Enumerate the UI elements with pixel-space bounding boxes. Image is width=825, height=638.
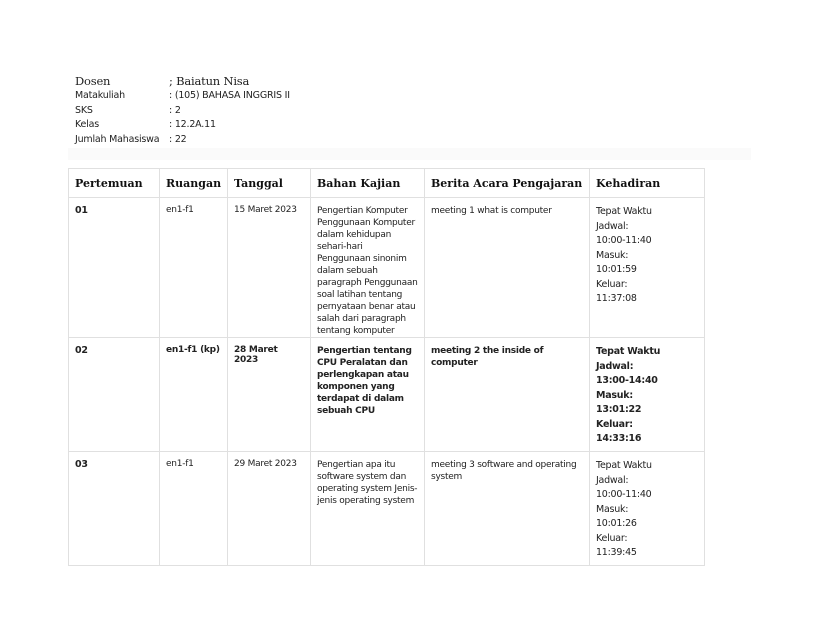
cell-ruangan: en1-f1: [160, 452, 228, 566]
cell-tanggal: 15 Maret 2023: [228, 198, 311, 338]
cell-kehadiran: [590, 338, 705, 452]
status-text: Tepat Waktu: [596, 206, 652, 217]
keluar-label: Keluar:: [596, 418, 633, 430]
table-header-row: [69, 169, 705, 198]
keluar-label: Keluar:: [596, 278, 628, 290]
masuk-value: 13:01:22: [596, 404, 642, 415]
info-label: Matakuliah: [75, 90, 125, 101]
cell-tanggal: 28 Maret 2023: [228, 338, 311, 452]
info-value: : 12.2A.11: [169, 119, 216, 130]
masuk-label: Masuk:: [596, 503, 629, 515]
cell-pertemuan: 03: [69, 452, 160, 566]
cell-kehadiran: [590, 452, 705, 566]
column-header-tanggal: Tanggal: [228, 169, 311, 198]
info-label: Jumlah Mahasiswa: [75, 133, 160, 145]
jadwal-label: Jadwal:: [596, 220, 629, 232]
info-value: ; Baiatun Nisa: [169, 74, 250, 88]
info-value: : (105) BAHASA INGGRIS II: [169, 90, 290, 101]
info-row-jumlah-mahasiswa: [75, 134, 290, 149]
cell-berita-acara: meeting 1 what is computer: [425, 198, 590, 338]
info-row-dosen: [75, 74, 290, 90]
keluar-value: 14:33:16: [596, 433, 642, 444]
column-header-ruangan: Ruangan: [160, 169, 228, 198]
info-label: Kelas: [75, 119, 100, 130]
cell-pertemuan: 01: [69, 198, 160, 338]
jadwal-value: 10:00-11:40: [596, 235, 652, 246]
cell-ruangan: en1-f1: [160, 198, 228, 338]
info-row-matakuliah: [75, 90, 290, 105]
table-row: [69, 452, 705, 566]
attendance-table: [68, 168, 705, 566]
jadwal-label: Jadwal:: [596, 360, 634, 372]
table-row: [69, 198, 705, 338]
info-value: : 22: [169, 133, 187, 145]
info-value: : 2: [169, 104, 181, 116]
section-divider: [68, 148, 751, 160]
info-label: Dosen: [75, 74, 111, 88]
cell-berita-acara: meeting 2 the inside of computer: [425, 338, 590, 452]
jadwal-label: Jadwal:: [596, 474, 629, 486]
jadwal-value: 10:00-11:40: [596, 489, 652, 500]
status-text: Tepat Waktu: [596, 460, 652, 471]
masuk-label: Masuk:: [596, 389, 633, 401]
table-row: [69, 338, 705, 452]
cell-bahan-kajian: Pengertian apa itu software system dan operating system Jenis-jenis operating system: [311, 452, 425, 566]
info-label: SKS: [75, 104, 93, 116]
jadwal-value: 13:00-14:40: [596, 375, 658, 386]
keluar-value: 11:37:08: [596, 293, 637, 304]
column-header-kehadiran: Kehadiran: [590, 169, 705, 198]
cell-kehadiran: [590, 198, 705, 338]
cell-ruangan: en1-f1 (kp): [160, 338, 228, 452]
status-text: Tepat Waktu: [596, 346, 661, 357]
keluar-value: 11:39:45: [596, 547, 637, 558]
cell-pertemuan: 02: [69, 338, 160, 452]
cell-tanggal: 29 Maret 2023: [228, 452, 311, 566]
cell-bahan-kajian: Pengertian Komputer Penggunaan Komputer dalam kehidupan sehari-hari Penggunaan sinonim dalam sebuah paragraph Penggunaan soal latihan tentang pernyataan benar atau salah dari paragraph tentang komputer: [311, 198, 425, 338]
masuk-value: 10:01:59: [596, 264, 637, 275]
course-info-header: [75, 74, 290, 148]
column-header-pertemuan: Pertemuan: [69, 169, 160, 198]
info-row-sks: [75, 105, 290, 120]
keluar-label: Keluar:: [596, 532, 628, 544]
column-header-bahan-kajian: Bahan Kajian: [311, 169, 425, 198]
cell-bahan-kajian: Pengertian tentang CPU Peralatan dan perlengkapan atau komponen yang terdapat di dalam sebuah CPU: [311, 338, 425, 452]
column-header-berita-acara: Berita Acara Pengajaran: [425, 169, 590, 198]
masuk-value: 10:01:26: [596, 518, 637, 529]
cell-berita-acara: meeting 3 software and operating system: [425, 452, 590, 566]
info-row-kelas: [75, 119, 290, 134]
masuk-label: Masuk:: [596, 249, 629, 261]
